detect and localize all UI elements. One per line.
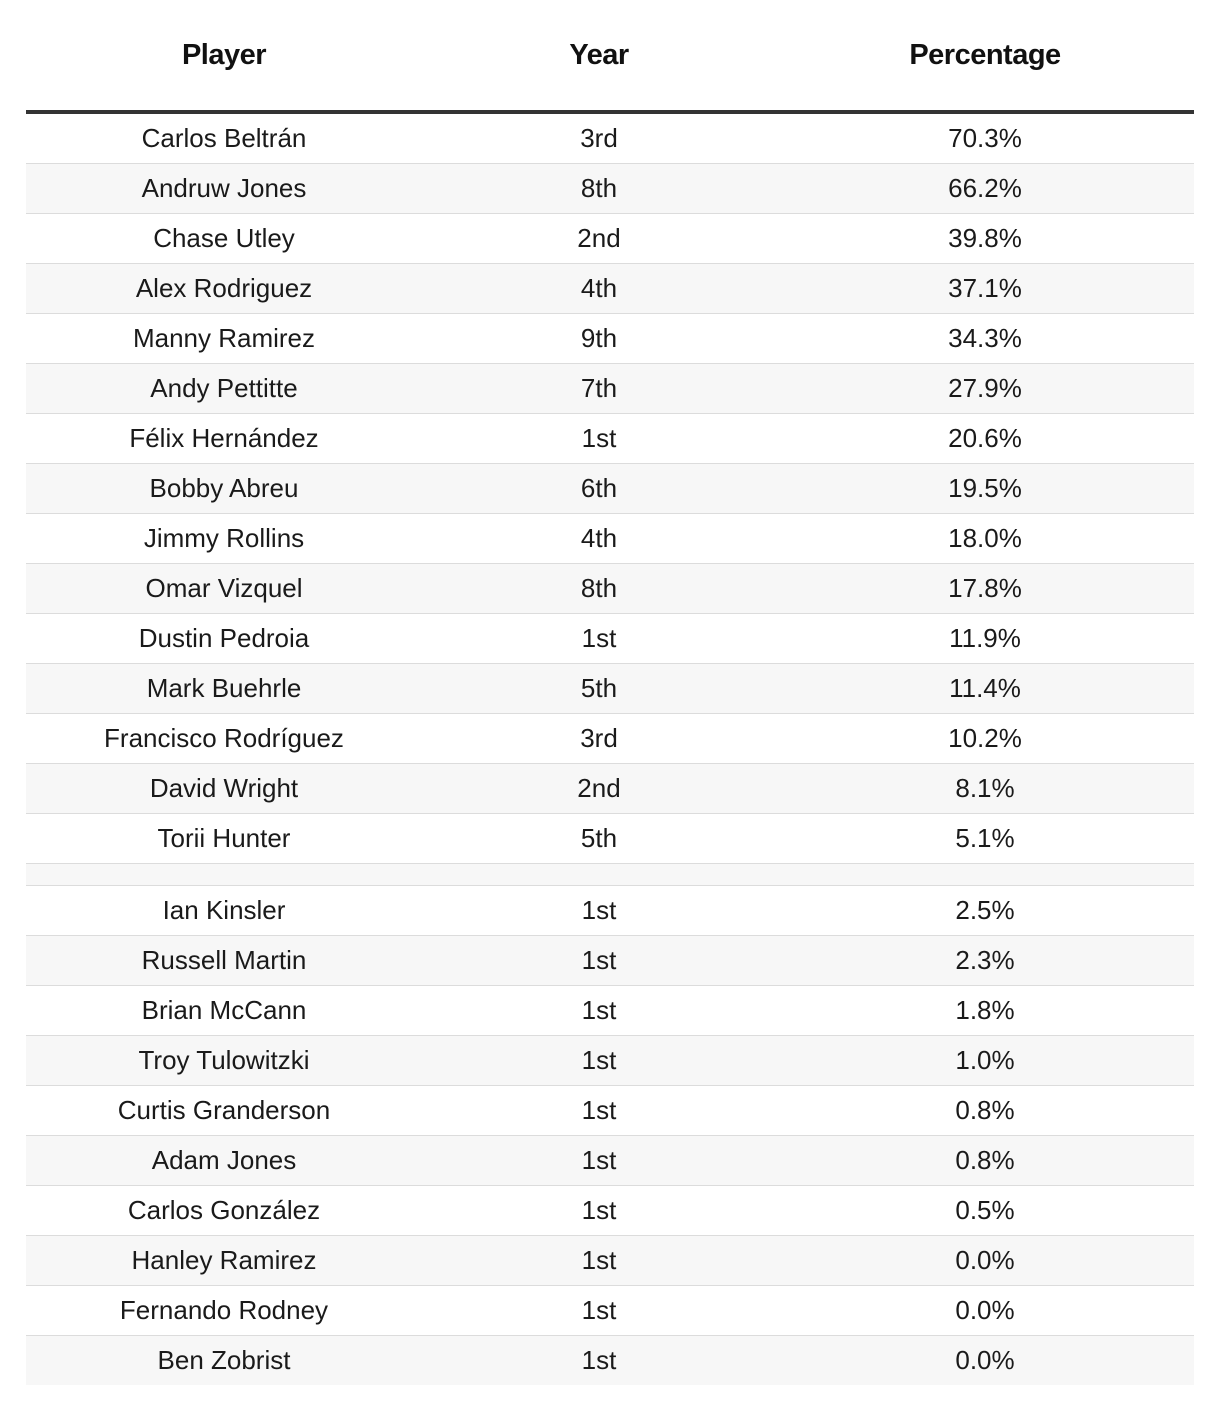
cell-year: 1st bbox=[422, 936, 776, 986]
cell-percentage: 70.3% bbox=[776, 112, 1194, 164]
cell-player: Hanley Ramirez bbox=[26, 1236, 422, 1286]
table-header bbox=[26, 0, 1194, 112]
table-row bbox=[26, 1186, 1194, 1236]
cell-player: Jimmy Rollins bbox=[26, 514, 422, 564]
cell-player: Mark Buehrle bbox=[26, 664, 422, 714]
cell-player: Troy Tulowitzki bbox=[26, 1036, 422, 1086]
cell-year: 1st bbox=[422, 414, 776, 464]
table-row bbox=[26, 564, 1194, 614]
cell-year: 1st bbox=[422, 1286, 776, 1336]
cell-year: 1st bbox=[422, 1186, 776, 1236]
cell-percentage: 11.4% bbox=[776, 664, 1194, 714]
cell-percentage: 17.8% bbox=[776, 564, 1194, 614]
cell-player: Francisco Rodríguez bbox=[26, 714, 422, 764]
cell-player: Adam Jones bbox=[26, 1136, 422, 1186]
cell-percentage: 0.5% bbox=[776, 1186, 1194, 1236]
table-row bbox=[26, 1236, 1194, 1286]
cell-percentage: 34.3% bbox=[776, 314, 1194, 364]
cell-year: 5th bbox=[422, 664, 776, 714]
cell-player: Manny Ramirez bbox=[26, 314, 422, 364]
cell-player: Ben Zobrist bbox=[26, 1336, 422, 1386]
cell-percentage: 66.2% bbox=[776, 164, 1194, 214]
cell-year: 2nd bbox=[422, 764, 776, 814]
table-row bbox=[26, 264, 1194, 314]
table-row bbox=[26, 112, 1194, 164]
cell-percentage: 2.5% bbox=[776, 886, 1194, 936]
cell-player: David Wright bbox=[26, 764, 422, 814]
cell-year: 3rd bbox=[422, 112, 776, 164]
cell-percentage: 20.6% bbox=[776, 414, 1194, 464]
cell-percentage: 0.0% bbox=[776, 1336, 1194, 1386]
table-row bbox=[26, 1136, 1194, 1186]
header-row bbox=[26, 0, 1194, 112]
cell-year: 9th bbox=[422, 314, 776, 364]
cell-year: 7th bbox=[422, 364, 776, 414]
cell-year: 8th bbox=[422, 564, 776, 614]
cell-player: Carlos Beltrán bbox=[26, 112, 422, 164]
cell-percentage: 1.0% bbox=[776, 1036, 1194, 1086]
group-separator-row bbox=[26, 864, 1194, 886]
cell-percentage: 19.5% bbox=[776, 464, 1194, 514]
table-row bbox=[26, 1036, 1194, 1086]
table-row bbox=[26, 986, 1194, 1036]
cell-percentage: 0.0% bbox=[776, 1286, 1194, 1336]
table-row bbox=[26, 714, 1194, 764]
column-header-player: Player bbox=[26, 0, 422, 112]
table-row bbox=[26, 314, 1194, 364]
table-row bbox=[26, 764, 1194, 814]
table-body bbox=[26, 112, 1194, 1385]
table-row bbox=[26, 364, 1194, 414]
cell-player: Torii Hunter bbox=[26, 814, 422, 864]
cell-year: 4th bbox=[422, 264, 776, 314]
cell-player: Andy Pettitte bbox=[26, 364, 422, 414]
cell-percentage: 37.1% bbox=[776, 264, 1194, 314]
results-table bbox=[26, 0, 1194, 1385]
cell-year: 4th bbox=[422, 514, 776, 564]
cell-year: 6th bbox=[422, 464, 776, 514]
cell-player: Russell Martin bbox=[26, 936, 422, 986]
cell-year: 1st bbox=[422, 1136, 776, 1186]
cell-year: 1st bbox=[422, 1336, 776, 1386]
cell-percentage: 8.1% bbox=[776, 764, 1194, 814]
cell-player: Carlos González bbox=[26, 1186, 422, 1236]
cell-year: 1st bbox=[422, 614, 776, 664]
table-row bbox=[26, 936, 1194, 986]
table-row bbox=[26, 886, 1194, 936]
cell-player: Alex Rodriguez bbox=[26, 264, 422, 314]
table-row bbox=[26, 464, 1194, 514]
table-row bbox=[26, 614, 1194, 664]
column-header-year: Year bbox=[422, 0, 776, 112]
cell-percentage: 0.8% bbox=[776, 1136, 1194, 1186]
cell-percentage: 0.8% bbox=[776, 1086, 1194, 1136]
cell-player: Ian Kinsler bbox=[26, 886, 422, 936]
cell-player: Brian McCann bbox=[26, 986, 422, 1036]
results-table-container bbox=[26, 0, 1194, 1385]
table-row bbox=[26, 164, 1194, 214]
cell-percentage: 0.0% bbox=[776, 1236, 1194, 1286]
table-row bbox=[26, 664, 1194, 714]
cell-year: 8th bbox=[422, 164, 776, 214]
cell-player: Chase Utley bbox=[26, 214, 422, 264]
cell-player: Curtis Granderson bbox=[26, 1086, 422, 1136]
cell-year: 5th bbox=[422, 814, 776, 864]
table-row bbox=[26, 1286, 1194, 1336]
table-row bbox=[26, 1086, 1194, 1136]
cell-percentage: 5.1% bbox=[776, 814, 1194, 864]
table-row bbox=[26, 1336, 1194, 1386]
cell-percentage: 11.9% bbox=[776, 614, 1194, 664]
table-row bbox=[26, 214, 1194, 264]
cell-year: 1st bbox=[422, 886, 776, 936]
cell-percentage: 39.8% bbox=[776, 214, 1194, 264]
cell-year: 1st bbox=[422, 1036, 776, 1086]
cell-percentage: 18.0% bbox=[776, 514, 1194, 564]
cell-year: 1st bbox=[422, 1086, 776, 1136]
column-header-percentage: Percentage bbox=[776, 0, 1194, 112]
cell-year: 1st bbox=[422, 986, 776, 1036]
table-row bbox=[26, 814, 1194, 864]
cell-player: Félix Hernández bbox=[26, 414, 422, 464]
cell-player: Omar Vizquel bbox=[26, 564, 422, 614]
cell-year: 3rd bbox=[422, 714, 776, 764]
group-separator-cell bbox=[26, 864, 1194, 886]
table-row bbox=[26, 514, 1194, 564]
table-row bbox=[26, 414, 1194, 464]
cell-percentage: 1.8% bbox=[776, 986, 1194, 1036]
cell-year: 1st bbox=[422, 1236, 776, 1286]
cell-player: Andruw Jones bbox=[26, 164, 422, 214]
cell-player: Fernando Rodney bbox=[26, 1286, 422, 1336]
cell-percentage: 2.3% bbox=[776, 936, 1194, 986]
cell-year: 2nd bbox=[422, 214, 776, 264]
cell-percentage: 10.2% bbox=[776, 714, 1194, 764]
cell-player: Dustin Pedroia bbox=[26, 614, 422, 664]
cell-player: Bobby Abreu bbox=[26, 464, 422, 514]
cell-percentage: 27.9% bbox=[776, 364, 1194, 414]
